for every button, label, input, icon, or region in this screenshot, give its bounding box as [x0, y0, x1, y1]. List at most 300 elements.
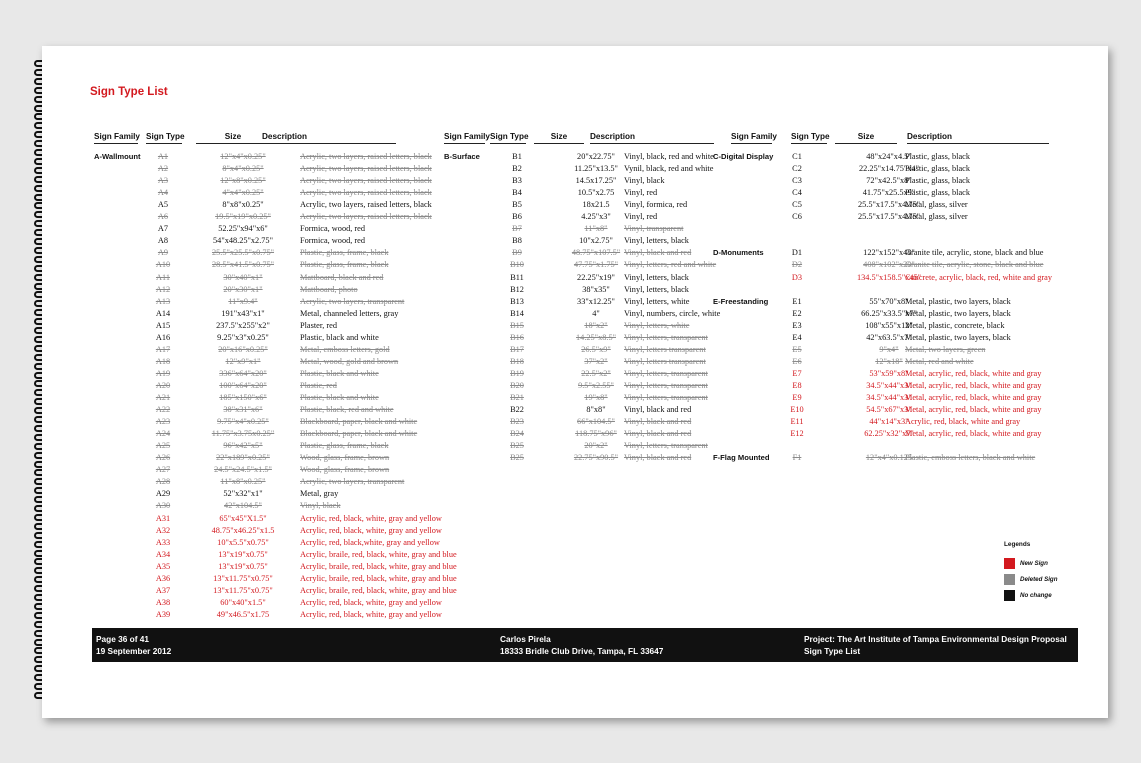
description-cell: Acrylic, two layers, transparent [300, 477, 405, 487]
description-cell: Vinyl, letters, black [624, 284, 689, 294]
size-cell: 10.5"x2.75 [577, 188, 615, 198]
size-cell: 48.75"x107.5" [571, 248, 621, 258]
sign-type-cell: A24 [155, 429, 171, 439]
sign-type-cell: A3 [157, 176, 169, 186]
description-cell: Acrylic, braile, red, black, white, gray and blue [300, 585, 457, 595]
footer-author-address: 18333 Bridle Club Drive, Tampa, FL 33647 [500, 646, 664, 656]
sign-family-cell: C-Digital Display [713, 152, 774, 161]
size-cell: 49"x46.5"x1.75 [216, 609, 270, 619]
sign-family-cell: B-Surface [444, 152, 480, 161]
sign-type-cell: A20 [155, 380, 171, 390]
sign-type-cell: B23 [510, 417, 524, 427]
size-cell: 191"x43"x1" [221, 308, 265, 318]
size-cell: 54"x48.25"x2.75" [213, 236, 273, 246]
table-row [94, 417, 474, 429]
sign-type-cell: B20 [510, 380, 524, 390]
sign-type-cell: A12 [155, 284, 171, 294]
size-cell: 18x21.5 [582, 200, 610, 210]
description-cell: Vinyl, letters, white [624, 320, 690, 330]
sign-type-cell: A7 [157, 224, 169, 234]
legend-swatch-new [1004, 558, 1015, 569]
size-cell: 30"x40"x1" [223, 272, 263, 282]
size-cell: 9.5"x2.55" [578, 380, 614, 390]
table-row [713, 357, 1093, 369]
size-cell: 8"x8"x0.25" [222, 200, 264, 210]
table-row [94, 393, 474, 405]
header-size: Size [835, 132, 897, 144]
sign-type-cell: A13 [155, 296, 171, 306]
size-cell: 336"x64"x20" [219, 368, 267, 378]
description-cell: Blackboard, paper, black and white [300, 429, 418, 439]
sign-type-cell: A6 [157, 212, 169, 222]
table-row [713, 333, 1093, 345]
description-cell: Metal, acrylic, red, black, white and gray [905, 368, 1042, 378]
sign-type-cell: A34 [155, 549, 171, 559]
size-cell: 38"x31"x6" [223, 405, 263, 415]
sign-type-cell: E11 [790, 417, 804, 427]
sign-type-cell: B12 [510, 284, 524, 294]
sign-type-cell: B3 [512, 176, 522, 186]
description-cell: Metal, plastic, concrete, black [905, 320, 1005, 330]
description-cell: Plastic, red [300, 380, 337, 390]
table-row [94, 586, 474, 598]
legend-label-nochange: No change [1020, 591, 1052, 599]
size-cell: 19.5"x19"x0.25" [215, 212, 271, 222]
sign-type-cell: A11 [156, 272, 170, 282]
table-row [94, 260, 474, 272]
sign-type-cell: A38 [155, 597, 171, 607]
sign-type-cell: A5 [157, 200, 169, 210]
sign-type-cell: B4 [512, 188, 522, 198]
table-row [94, 224, 474, 236]
description-cell: Acrylic, red, black, white, gray and yellow [300, 609, 442, 619]
sign-type-cell: B25 [510, 441, 524, 451]
description-cell: Plastic, black, red and white [300, 405, 394, 415]
legend-swatch-nochange [1004, 590, 1015, 601]
size-cell: 11"x8" [584, 224, 608, 234]
size-cell: 26.5"x9" [581, 344, 611, 354]
size-cell: 100"x64"x20" [219, 380, 267, 390]
footer-author [500, 633, 663, 657]
legend-item-new [1004, 555, 1057, 571]
footer-bar [92, 628, 1078, 662]
table-row [94, 441, 474, 453]
legend-item-deleted [1004, 571, 1057, 587]
size-cell: 4.25"x3" [581, 212, 611, 222]
size-cell: 12"x4"x0.25" [220, 152, 266, 161]
size-cell: 108"x55"x12" [865, 320, 913, 330]
size-cell: 14.5x17.25" [575, 176, 617, 186]
description-cell: Vinyl, letters, transparent [624, 368, 708, 378]
sign-type-cell: C1 [792, 152, 802, 161]
table-row [713, 152, 1093, 164]
table-row [713, 297, 1093, 309]
size-cell: 4"x4"x0.25" [222, 188, 264, 198]
size-cell: 47.75"x1.75" [573, 260, 619, 270]
table-row [94, 369, 474, 381]
table-row [94, 562, 474, 574]
header-description: Description [907, 132, 1049, 144]
legend-swatch-deleted [1004, 574, 1015, 585]
description-cell: Plastic, glass, black [905, 176, 970, 186]
footer-project [804, 633, 1067, 657]
size-cell: 10"x5.5"x0.75" [217, 537, 269, 547]
size-cell: 134.5"x158.5"x45" [856, 272, 922, 282]
size-cell: 66.25"x33.5"x7" [861, 308, 917, 318]
table-row [713, 369, 1093, 381]
size-cell: 66"x104.5" [577, 417, 615, 427]
sign-type-cell: A37 [155, 585, 171, 595]
header-sign-type: Sign Type [490, 132, 526, 144]
description-cell: Acrylic, two layers, raised letters, black [300, 164, 432, 174]
description-cell: Mattboard, black and red [300, 272, 384, 282]
description-cell: Wood, glass, frame, brown [300, 453, 390, 463]
table-row [713, 248, 1093, 260]
size-cell: 9"x4" [879, 344, 899, 354]
description-cell: Metal, acrylic, red, black, white and gray [905, 380, 1042, 390]
description-cell: Vinyl, numbers, circle, white [624, 308, 721, 318]
size-cell: 34.5"x44"x3" [866, 393, 912, 402]
table-row [713, 260, 1093, 272]
table-row [94, 188, 474, 200]
table-row [713, 200, 1093, 212]
header-sign-type: Sign Type [146, 132, 182, 144]
table-row [713, 273, 1093, 285]
table-row [94, 501, 474, 513]
table-row [713, 212, 1093, 224]
sign-type-cell: B19 [510, 368, 524, 378]
size-cell: 9.75"x4"x0.25" [217, 417, 269, 427]
size-cell: 408"x102"x20" [863, 260, 915, 270]
size-cell: 55"x70"x8" [869, 296, 909, 306]
description-cell: Vinyl, black and red [624, 248, 692, 258]
table-row [94, 381, 474, 393]
sign-type-cell: B10 [510, 260, 524, 270]
sign-type-cell: E10 [790, 405, 804, 415]
size-cell: 41.75"x25.5x9" [862, 188, 916, 198]
document-page [42, 46, 1108, 718]
size-cell: 65"x45"X1.5" [219, 513, 267, 523]
size-cell: 54.5"x67"x3" [866, 405, 912, 415]
description-cell: Plastic, glass, frame, black [300, 248, 389, 258]
size-cell: 34.5"x44"x3" [866, 380, 912, 390]
sign-type-cell: E8 [792, 380, 802, 390]
table-row [94, 465, 474, 477]
table-row [94, 200, 474, 212]
table-row [94, 514, 474, 526]
table-row [94, 598, 474, 610]
size-cell: 118.75"x96" [575, 429, 617, 439]
size-cell: 20"x22.75" [577, 152, 615, 161]
size-cell: 10"x2.75" [579, 236, 613, 246]
sign-type-cell: A25 [155, 441, 171, 451]
size-cell: 24.5"x24.5"x1.5" [214, 465, 272, 475]
sign-type-cell: F1 [792, 453, 802, 463]
sign-type-cell: A2 [157, 164, 169, 174]
size-cell: 48.75"x46.25"x1.5 [211, 525, 275, 535]
description-cell: Metal, glass, silver [905, 200, 968, 210]
size-cell: 12"x18" [875, 356, 903, 366]
sign-type-cell: A10 [155, 260, 171, 270]
table-row [713, 285, 1093, 297]
table-row [713, 345, 1093, 357]
table-row [713, 176, 1093, 188]
description-cell: Plastic, black and white [300, 393, 379, 402]
table-row [94, 429, 474, 441]
description-cell: Vinyl, letters, transparent [624, 380, 708, 390]
size-cell: 9.25"x3"x0.25" [217, 332, 269, 342]
table-row [94, 526, 474, 538]
size-cell: 20"x16"x0.25" [218, 344, 268, 354]
description-cell: Vinyl, black and red [624, 429, 692, 439]
footer-page-number: Page 36 of 41 [96, 634, 150, 644]
sign-type-cell: A4 [157, 188, 169, 198]
legend-item-nochange [1004, 587, 1057, 603]
size-cell: 44"x14"x3" [869, 417, 909, 427]
table-row [713, 164, 1093, 176]
description-cell: Vinyl, letters transparent [624, 344, 706, 354]
sign-type-cell: E3 [792, 320, 802, 330]
size-cell: 13"x19"x0.75" [218, 561, 268, 571]
sign-type-cell: A31 [155, 513, 171, 523]
sign-type-cell: A22 [155, 405, 171, 415]
sign-type-cell: A30 [155, 501, 171, 511]
table-row [94, 489, 474, 501]
footer-date: 19 September 2012 [96, 646, 172, 656]
sign-type-cell: C3 [792, 176, 802, 186]
sign-type-cell: B18 [510, 356, 524, 366]
table-row [94, 610, 474, 622]
size-cell: 22.5"x2" [581, 368, 611, 378]
sign-type-cell: A16 [155, 332, 171, 342]
sign-type-cell: B9 [512, 248, 522, 258]
size-cell: 20"x2" [584, 441, 608, 451]
header-sign-family: Sign Family [731, 132, 772, 144]
size-cell: 22"x189"x0.25" [216, 453, 270, 463]
size-cell: 96"x42"x5" [223, 441, 263, 451]
sign-type-cell: D3 [791, 272, 803, 282]
footer-project-subtitle: Sign Type List [804, 646, 861, 656]
description-cell: Vinyl, black and red [624, 405, 692, 415]
description-cell: Vinyl, black, red and white [624, 152, 714, 161]
sign-type-cell: E9 [792, 393, 802, 402]
sign-type-cell: B6 [512, 212, 522, 222]
table-row [713, 188, 1093, 200]
description-cell: Vinyl, letters, transparent [624, 441, 708, 451]
sign-type-cell: E1 [792, 296, 802, 306]
size-cell: 4" [592, 308, 600, 318]
description-cell: Acrylic, two layers, raised letters, black [300, 176, 432, 186]
size-cell: 37"x2" [584, 356, 608, 366]
table-row [713, 417, 1093, 429]
size-cell: 72"x42.5"x8" [866, 176, 912, 186]
table-row [94, 297, 474, 309]
table-row [713, 309, 1093, 321]
description-cell: Metal, plastic, two layers, black [905, 308, 1011, 318]
table-row [94, 574, 474, 586]
header-size: Size [534, 132, 584, 144]
description-cell: Metal, glass, silver [905, 212, 968, 222]
description-cell: Plastic, glass, black [905, 164, 970, 174]
description-cell: Metal, two layers, green [905, 344, 986, 354]
description-cell: Plastic, glass, frame, black [300, 260, 389, 270]
table-row [94, 453, 474, 465]
table-row [94, 550, 474, 562]
table-row [713, 453, 1093, 465]
description-cell: Acrylic, red, black, white, gray and yellow [300, 597, 442, 607]
description-cell: Acrylic, two layers, transparent [300, 296, 405, 306]
description-cell: Metal, acrylic, red, black, white and gray [905, 405, 1042, 415]
size-cell: 22.25"x19" [577, 272, 615, 282]
table-row [94, 405, 474, 417]
description-cell: Metal, gray [300, 489, 339, 499]
legend-label-deleted: Deleted Sign [1020, 575, 1058, 583]
sign-type-cell: A39 [155, 609, 171, 619]
sign-type-cell: B7 [512, 224, 522, 234]
size-cell: 122"x152"x48" [863, 248, 915, 258]
description-cell: Plastic, black and white [300, 332, 379, 342]
size-cell: 52"x32"x1" [223, 489, 263, 499]
header-description: Description [262, 132, 396, 144]
size-cell: 11"x9.4" [228, 296, 258, 306]
table-row [94, 357, 474, 369]
size-cell: 13"x19"x0.75" [218, 549, 268, 559]
description-cell: Acrylic, red, black, white, gray and yellow [300, 513, 442, 523]
description-cell: Plastic, black and white [300, 368, 379, 378]
sign-type-cell: B25 [510, 453, 524, 463]
size-cell: 42"x104.5" [224, 501, 262, 511]
sign-type-cell: A23 [155, 417, 171, 427]
description-cell: Vinyl, black and red [624, 417, 692, 427]
description-cell: Metal, channeled letters, gray [300, 308, 399, 318]
description-cell: Vinyl, letters, transparent [624, 393, 708, 402]
description-cell: Vinyl, red [624, 212, 658, 222]
size-cell: 12"x8"x0.25" [220, 176, 266, 186]
footer-project-title: Project: The Art Institute of Tampa Environmental Design Proposal [804, 634, 1067, 644]
table-row [94, 152, 474, 164]
legend-label-new: New Sign [1020, 559, 1048, 567]
description-cell: Vinyl, letters, red and white [624, 260, 717, 270]
description-cell: Vinyl, red [624, 188, 658, 198]
header-sign-family: Sign Family [94, 132, 138, 144]
table-row [94, 176, 474, 188]
sign-family-cell: A-Wallmount [94, 152, 141, 161]
size-cell: 28.5"x41.5"x0.75" [211, 260, 275, 270]
description-cell: Vinyl, letters, transparent [624, 332, 708, 342]
description-cell: Vinyl, letters transparent [624, 356, 706, 366]
description-cell: Vinyl, letters, black [624, 272, 689, 282]
description-cell: Metal, red and white [905, 356, 974, 366]
table-row [94, 538, 474, 550]
sign-type-cell: B11 [510, 272, 524, 282]
description-cell: Acrylic, two layers, raised letters, black [300, 200, 432, 210]
description-cell: Acrylic, two layers, raised letters, black [300, 188, 432, 198]
page-title: Sign Type List [90, 86, 168, 98]
sign-type-cell: E12 [790, 429, 804, 439]
sign-type-cell: C4 [792, 188, 802, 198]
table-row [94, 164, 474, 176]
table-row [94, 345, 474, 357]
description-cell: Vinyl, black [300, 501, 341, 511]
table-row [94, 333, 474, 345]
sign-type-cell: B24 [510, 429, 524, 439]
size-cell: 11.75"x3.75x0.25" [211, 429, 275, 439]
header-size: Size [196, 132, 270, 144]
description-cell: Concrete, acrylic, black, red, white and gray [905, 272, 1052, 282]
size-cell: 22.75"x90.5" [573, 453, 619, 463]
description-cell: Vinyl, letters, black [624, 236, 689, 246]
sign-type-cell: B14 [510, 308, 524, 318]
description-cell: Plastic, glass, black [905, 152, 970, 161]
description-cell: Formica, wood, red [300, 236, 365, 246]
header-description: Description [590, 132, 714, 144]
description-cell: Acrylic, two layers, raised letters, black [300, 152, 432, 161]
size-cell: 53"x59"x8" [869, 368, 909, 378]
sign-type-cell: C2 [792, 164, 802, 174]
description-cell: Acrylic, braile, red, black, white, gray and blue [300, 573, 457, 583]
legend-title: Legends [1004, 541, 1031, 548]
sign-type-cell: A8 [157, 236, 169, 246]
header-sign-family: Sign Family [444, 132, 485, 144]
sign-type-cell: A26 [155, 453, 171, 463]
sign-type-cell: E5 [792, 344, 802, 354]
description-cell: Plastic, glass, black [905, 188, 970, 198]
sign-type-cell: B1 [512, 152, 522, 161]
description-cell: Vinyl, transparent [624, 224, 684, 234]
description-cell: Acrylic, red, black,white, gray and yellow [300, 537, 440, 547]
size-cell: 8"x4"x0.25" [222, 164, 264, 174]
size-cell: 237.5"x255"x2" [216, 320, 270, 330]
sign-type-cell: A32 [155, 525, 171, 535]
table-row [713, 321, 1093, 333]
sign-type-cell: A33 [155, 537, 171, 547]
sign-type-cell: E4 [792, 332, 802, 342]
description-cell: Metal, wood, gold and brown [300, 356, 399, 366]
sign-type-cell: E7 [792, 368, 802, 378]
size-cell: 19"x8" [584, 393, 608, 402]
sign-type-cell: A29 [155, 489, 171, 499]
description-cell: Plastic, glass, frame, black [300, 441, 389, 451]
sign-type-cell: A18 [155, 356, 171, 366]
size-cell: 38"x35" [582, 284, 610, 294]
size-cell: 20"x30"x1" [223, 284, 263, 294]
table-row [94, 236, 474, 248]
table-row [94, 321, 474, 333]
header-sign-type: Sign Type [791, 132, 827, 144]
description-cell: Granite tile, acrylic, stone, black and blue [905, 248, 1044, 258]
description-cell: Wood, glass, frame, brown [300, 465, 390, 475]
description-cell: Acrylic, red, black, white, gray and yellow [300, 525, 442, 535]
sign-type-cell: B15 [510, 320, 524, 330]
description-cell: Mattboard, photo [300, 284, 358, 294]
size-cell: 12"x9"x1" [225, 356, 261, 366]
description-cell: Vinyl, letters, white [624, 296, 690, 306]
table-row [94, 285, 474, 297]
table-row [94, 248, 474, 260]
size-cell: 25.5"x17.5"x4.75" [857, 200, 921, 210]
table-row [94, 477, 474, 489]
size-cell: 13"x11.75"x0.75" [213, 585, 273, 595]
table-row [94, 309, 474, 321]
sign-type-cell: A14 [155, 308, 171, 318]
sign-type-cell: A9 [157, 248, 169, 258]
size-cell: 33"x12.25" [577, 296, 615, 306]
table-row [713, 393, 1093, 405]
table-row [94, 212, 474, 224]
sign-type-cell: A19 [155, 368, 171, 378]
sign-type-cell: A21 [155, 393, 171, 402]
sign-type-cell: B5 [512, 200, 522, 210]
